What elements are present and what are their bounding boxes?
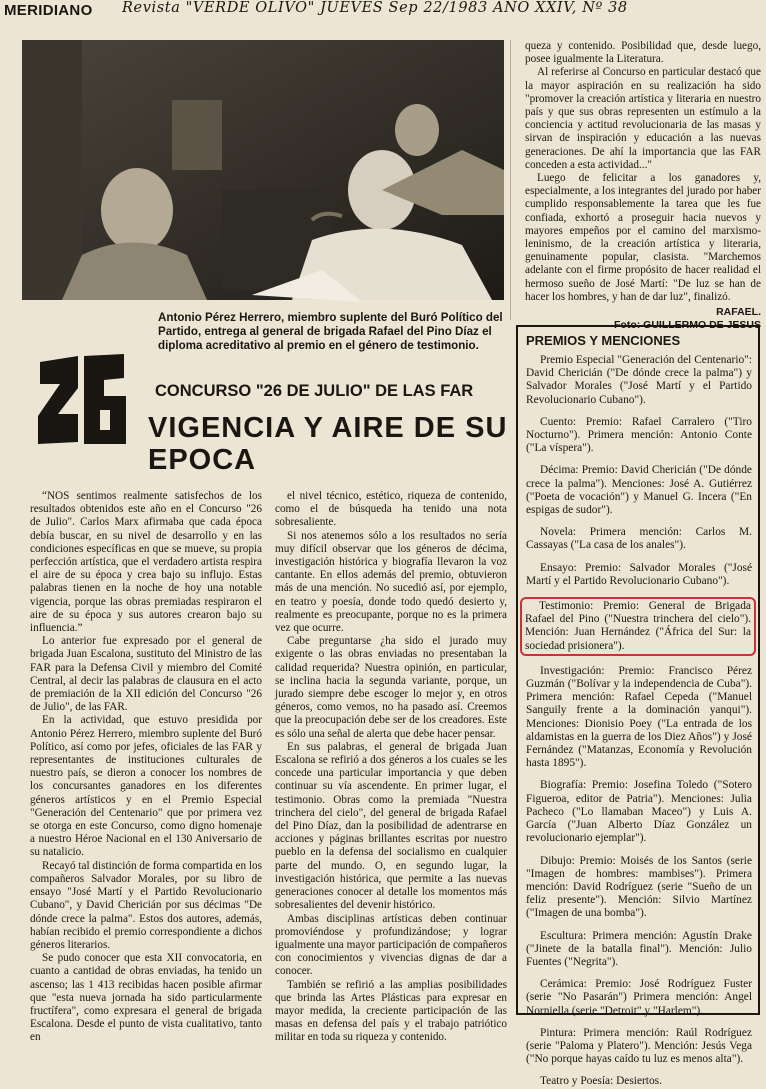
award-category: Cuento: Premio: Rafael Carralero ("Tiro Nocturno"). Primera mención: Antonio Conte ("La víspera"). [526,415,752,455]
paragraph: Se pudo conocer que esta XII convocatoria, en cuanto a cantidad de obras enviadas, ha tenido un ascenso; las 1 413 recibidas hacen posible afirmar que "esta nueva jornada ha sido particularmente fructífera", como expresara el general de brigada Escalona. Desde el punto de vista cualitativo, tanto en [30,952,262,1044]
award-category: Escultura: Primera mención: Agustín Drake ("Jinete de la batalla final"). Mención: Julio Fuentes ("Negrita"). [526,929,752,968]
award-category: Pintura: Primera mención: Raúl Rodríguez (serie "Paloma y Platero"). Mención: Jesús Vega ("No porque hayas caído tu luz es menos alta"). [526,1026,752,1066]
paragraph: También se refirió a las amplias posibilidades que brinda las Artes Plásticas para expresar en mayor medida, la creciente participación de las masas en defensa del país y el trabajo patriótico militar en toda su riqueza y contenido. [275,978,507,1044]
paragraph: En la actividad, que estuvo presidida por Antonio Pérez Herrero, miembro suplente del Buró Político, así como por jefes, oficiales de las FAR y representantes de instituciones culturales de nuestro país, se dieron a conocer los nombres de los concursantes ganadores en los diferentes géneros artísticos y en el Premio Especial "Generación del Centenario" que por primera vez se otorga en este Concurso, como digno homenaje a nuestro Héroe Nacional en el 130 Aniversario de su natalicio. [30,714,262,859]
article-column-1 [30,490,262,1044]
photo-illustration [22,40,504,300]
paragraph: Lo anterior fue expresado por el general de brigada Juan Escalona, sustituto del Ministro de las FAR para la Defensa Civil y miembro del Comité Central, al decir las palabras de clausura en el acto de premiación de la XII edición del Concurso "26 de Julio", de las FAR. [30,635,262,714]
26-logo-icon [34,352,130,448]
award-category: Décima: Premio: David Chericián ("De dónde crece la palma"). Menciones: José A. Gutiérrez ("Poeta de vocación") y Manuel G. Incera ("En espigas de sudor"). [526,464,752,517]
award-category: Teatro y Poesía: Desiertos. [540,1075,662,1088]
paragraph: el nivel técnico, estético, riqueza de contenido, como el de búsqueda ha tenido una nota sobresaliente. [275,490,507,529]
award-category: Cerámica: Premio: José Rodríguez Fuster (serie "No Pasarán") Primera mención: Angel Norniella (serie "Detroit" y "Harlem"). [526,978,752,1017]
award-category: Dibujo: Premio: Moisés de los Santos (serie "Imagen de hombres: mambises"). Primera mención: David Rodríguez (serie "Sueño de un feliz presente"). Mención: Silvio Martínez ("Imagen de una bomba"). [526,854,752,920]
paragraph: Luego de felicitar a los ganadores y, especialmente, a los integrantes del jurado por haber cumplido responsablemente la tarea que les fue confiada, exhortó a proseguir hacia nuevos y mayores empeños por el camino del marxismo-leninismo, de la creación artística y literaria, genuinamente popular, clasista. "Marchemos adelante con el firme propósito de hacer realidad el hermoso sueño de José Martí: "De luz se han de hacer los hombres, y han de dar luz", finalizó. [525,172,761,303]
award-category: Premio Especial "Generación del Centenario": David Chericián ("De dónde crece la palma") y Salvador Morales ("José Martí y el Partido Revolucionario Cubano"). [526,354,752,406]
26-logo [34,352,130,448]
award-category: Investigación: Premio: Francisco Pérez Guzmán ("Bolívar y la independencia de Cuba"). Primera mención: Rafael Cepeda ("Manuel Sanguily frente a la dominación yanqui"). Menciones: Dionisio Poey ("La entrada de los aldamistas en la guerra de los Diez Años") y José Fernández ("Matanzas, Economía y Revolución hasta 1895"). [526,664,752,770]
paragraph: En sus palabras, el general de brigada Juan Escalona se refirió a dos géneros a los cuales se les concede una particular importancia y que deben continuar su vía ascendente. En primer lugar, el testimonio. Obras como la premiada "Nuestra trinchera del cielo", del general de brigada Rafael del Pino Díaz, dan la posibilidad de adentrarse en acciones y páginas brillantes escritas por nuestro pueblo en la defensa del socialismo en cualquier parte del mundo. O, en segundo lugar, la investigación histórica, que permite a las nuevas generaciones conocer al detalle los momentos más sobresalientes del devenir histórico. [275,740,507,912]
masthead [4,0,764,24]
award-category: Biografía: Premio: Josefina Toledo ("Sotero Figueroa, editor de Patria"). Menciones: Julia Pacheco ("Lo llamaban Maceo") y Luis A. García ("Juan Alberto Díaz González un revolucionario ejemplar"). [526,779,752,845]
section-name: MERIDIANO [4,2,93,19]
paragraph: queza y contenido. Posibilidad que, desde luego, posee igualmente la Literatura. [525,40,761,66]
photo-caption: Antonio Pérez Herrero, miembro suplente del Buró Político del Partido, entrega al general de brigada Rafael del Pino Díaz el diploma acreditativo al premio en el género de testimonio. [158,311,503,353]
handwritten-annotation: Revista "VERDE OLIVO" JUEVES Sep 22/1983 AÑO XXIV, Nº 38 [122,0,628,16]
author-signature: RAFAEL. [716,306,761,319]
award-photo [22,40,504,300]
article-kicker: CONCURSO "26 DE JULIO" DE LAS FAR [155,382,474,400]
article-column-2 [275,490,507,1044]
column-divider [510,40,511,320]
paragraph: Cabe preguntarse ¿ha sido el jurado muy exigente o las obras enviadas no presentaban la calidad requerida? Nuestra opinión, en particular, se inclina hacia la segunda variante, porque, un jurado siempre debe escoger lo mejor y, en otros géneros, como vemos, no ha pasado así. Creemos que la preocupación debe ser de los creadores. Este es sólo una señal de alerta que debe hacer pensar. [275,635,507,740]
paragraph: Ambas disciplinas artísticas deben continuar promoviéndose y profundizándose; y lograr igualmente una mayor participación de compañeros con conocimientos y vivencias dignas de dar a conocer. [275,912,507,978]
awards-box [516,325,760,1088]
article-column-3 [525,40,761,330]
paragraph: Recayó tal distinción de forma compartida en los compañeros Salvador Morales, por su libro de ensayo "José Martí y el Partido Revolucionario Cubano", y David Chericián por sus décimas "De dónde crece la palma". Estos dos autores, además, habían recibido el premio correspondiente a dichos géneros literarios. [30,859,262,951]
award-category-highlighted: Testimonio: Premio: General de Brigada Rafael del Pino ("Nuestra trinchera del cielo"). Mención: Juan Hernández ("África del Sur: la sociedad prisionera"). [520,597,756,656]
awards-title: PREMIOS Y MENCIONES [526,333,681,348]
award-category: Novela: Primera mención: Carlos M. Cassayas ("La casa de los anales"). [526,526,752,552]
article-headline: VIGENCIA Y AIRE DE SU EPOCA [148,412,508,476]
paragraph: Si nos atenemos sólo a los resultados no sería muy difícil observar que los géneros de décima, investigación histórica y biografía llevaron la voz cantante. En ellos además del premio, obtuvieron más de una mención. No sucedió así, por ejemplo, en teatro y poesía, donde todo quedó desierto y, realmente es preocupante, porque no es la primera vez que ocurre. [275,529,507,635]
paragraph: “NOS sentimos realmente satisfechos de los resultados obtenidos este año en el Concurso "26 de Julio". Carlos Marx afirmaba que cada época debía buscar, en su nivel de desarrollo y en las condiciones específicas en que se mueve, su propia perfección artística, que el verdadero artista respira el aire de su época y crea bajo su influjo. Estas palabras tienen en la noche de hoy una notable vigencia, porque las obras premiadas respiraron el aire de su época y sus autores crearon bajo su influencia.” [30,490,262,635]
photo-credit: Foto: GUILLERMO DE JESUS [614,319,761,332]
award-category: Ensayo: Premio: Salvador Morales ("José Martí y el Partido Revolucionario Cubano"). [526,561,752,587]
paragraph: Al referirse al Concurso en particular destacó que la mayor aspiración en su realización ha sido "promover la creación artística y literaria en nuestro país y que sus obras representen un estímulo a la conciencia y actitud revolucionaria de las masas y sirvan de inspiración y educación a las nuevas generaciones. De ahí la importancia que las FAR conceden a esta actividad..." [525,66,761,171]
